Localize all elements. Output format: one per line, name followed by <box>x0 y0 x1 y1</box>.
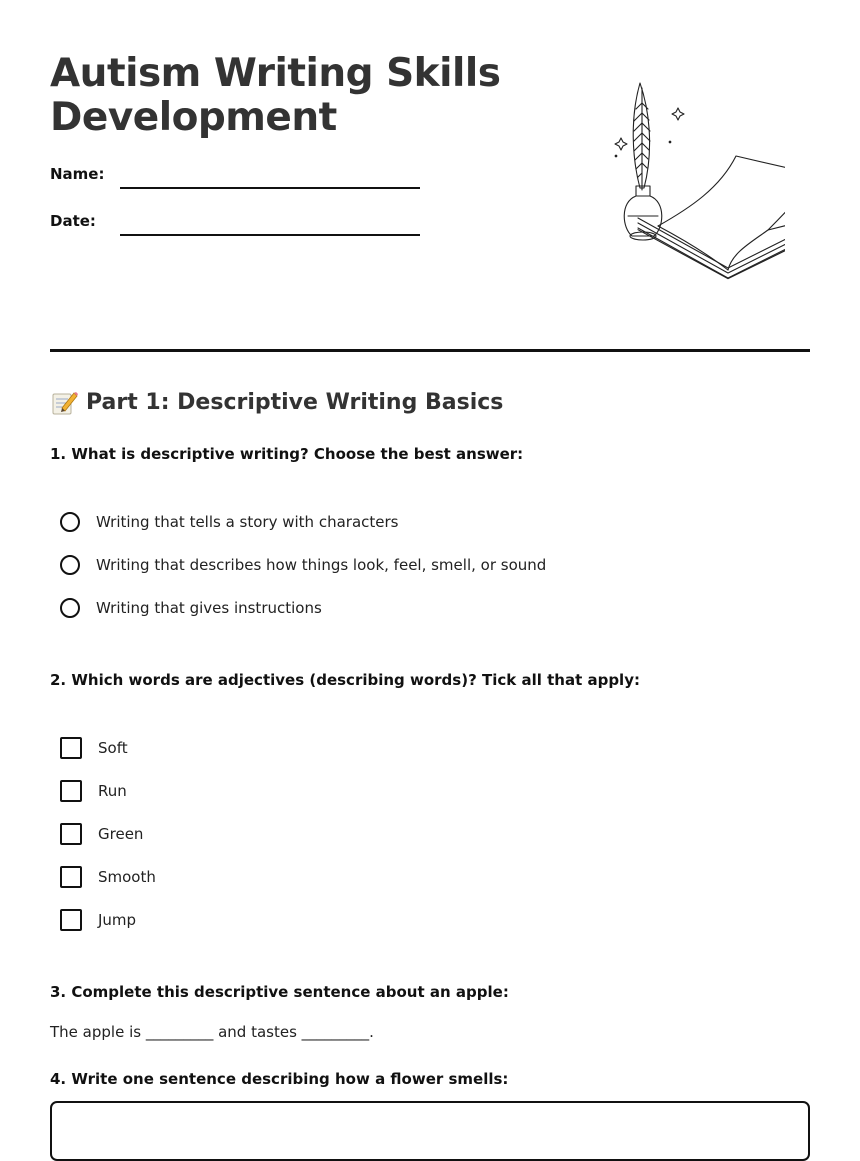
q1-option-3[interactable] <box>60 595 322 621</box>
q2-option-smooth[interactable] <box>60 864 156 890</box>
q1-option-3-label: Writing that gives instructions <box>96 599 322 617</box>
memo-icon <box>50 388 78 416</box>
q2-option-soft[interactable] <box>60 735 128 761</box>
name-field[interactable] <box>120 187 420 189</box>
radio-button[interactable] <box>60 512 80 532</box>
radio-button[interactable] <box>60 598 80 618</box>
date-field[interactable] <box>120 234 420 236</box>
question-4: 4. Write one sentence describing how a flower smells: <box>50 1070 509 1088</box>
worksheet-page <box>50 0 810 1161</box>
date-label: Date: <box>50 212 96 230</box>
part1-title: Part 1: Descriptive Writing Basics <box>86 389 504 415</box>
q2-option-label: Soft <box>98 739 128 757</box>
q2-option-label: Green <box>98 825 144 843</box>
fill-in-sentence[interactable]: The apple is _________ and tastes _________. <box>50 1023 374 1041</box>
q2-option-label: Smooth <box>98 868 156 886</box>
page-title: Autism Writing Skills Development <box>50 51 501 140</box>
answer-text-box[interactable] <box>50 1101 810 1161</box>
q1-option-2-label: Writing that describes how things look, feel, smell, or sound <box>96 556 547 574</box>
checkbox[interactable] <box>60 780 82 802</box>
radio-button[interactable] <box>60 555 80 575</box>
q2-option-label: Run <box>98 782 127 800</box>
checkbox[interactable] <box>60 866 82 888</box>
checkbox[interactable] <box>60 737 82 759</box>
q2-option-label: Jump <box>98 911 137 929</box>
checkbox[interactable] <box>60 909 82 931</box>
q1-option-2[interactable] <box>60 552 546 578</box>
checkbox[interactable] <box>60 823 82 845</box>
q1-option-1-label: Writing that tells a story with characters <box>96 513 399 531</box>
section-divider <box>50 349 810 352</box>
q2-option-jump[interactable] <box>60 907 136 933</box>
question-2: 2. Which words are adjectives (describing words)? Tick all that apply: <box>50 671 640 689</box>
name-label: Name: <box>50 165 105 183</box>
question-1: 1. What is descriptive writing? Choose the best answer: <box>50 445 524 463</box>
q2-option-green[interactable] <box>60 821 143 847</box>
q1-option-1[interactable] <box>60 509 398 535</box>
quill-inkwell-illustration <box>560 78 785 293</box>
part1-heading <box>50 388 503 416</box>
q2-option-run[interactable] <box>60 778 127 804</box>
question-3: 3. Complete this descriptive sentence about an apple: <box>50 983 509 1001</box>
